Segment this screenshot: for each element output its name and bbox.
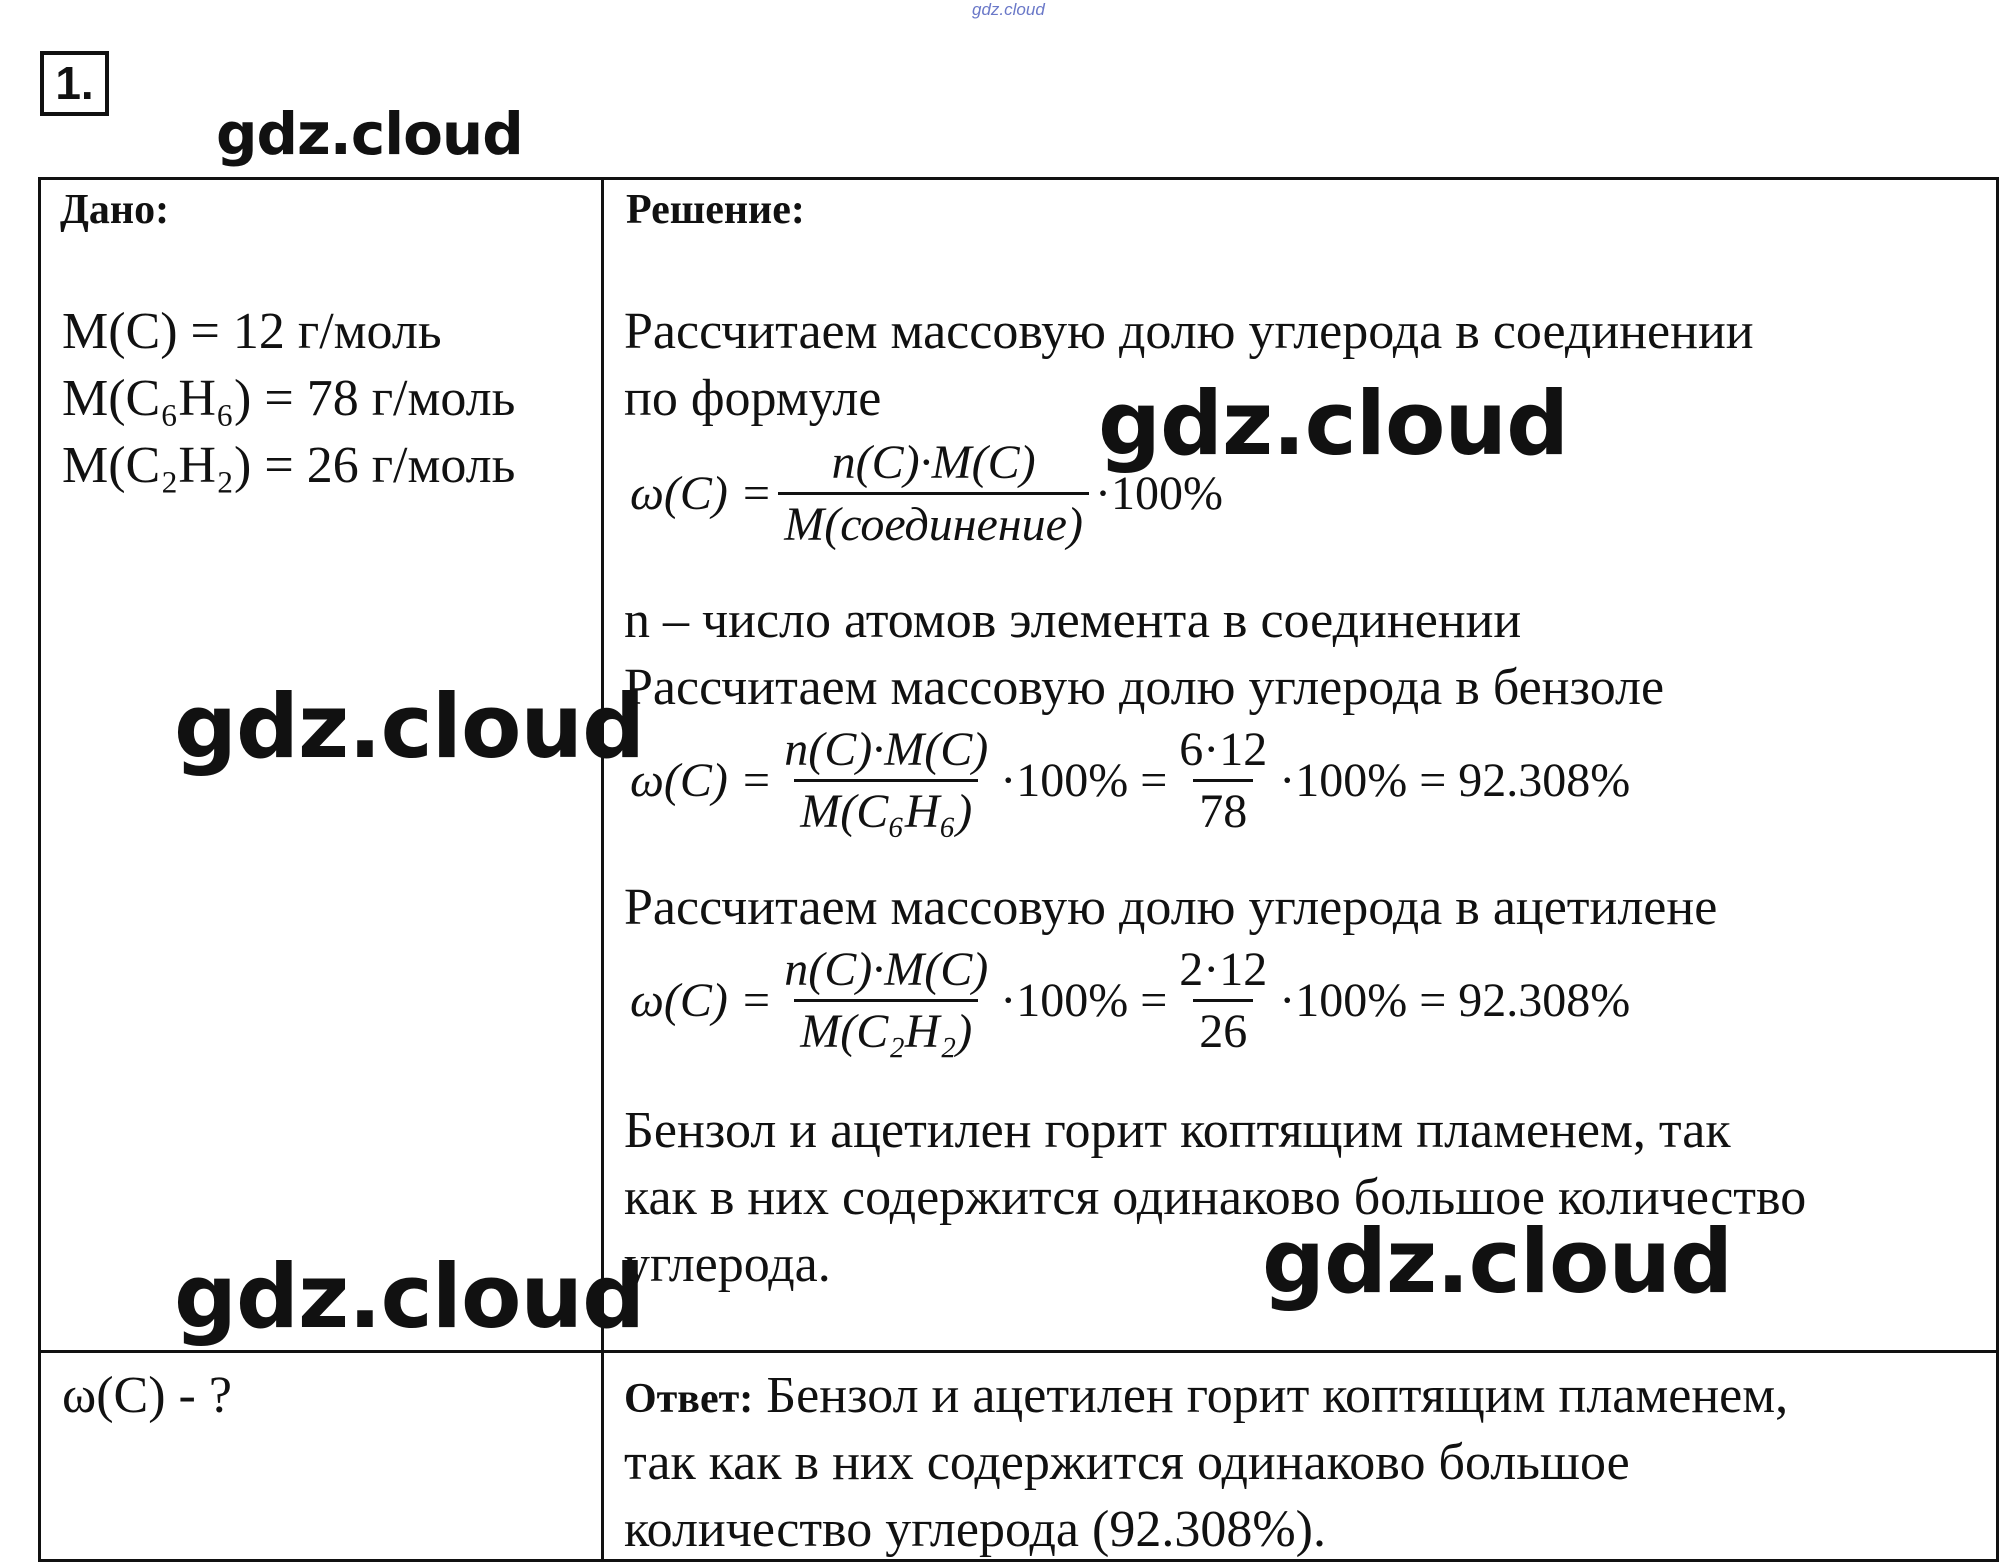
find-quantity: ω(C) - ?: [62, 1367, 232, 1424]
acetylene-formula-numerator: n(C)·M(C): [784, 943, 989, 996]
watermark-3: gdz.cloud: [174, 675, 645, 778]
task-number-box: 1.: [40, 51, 109, 116]
answer-line-1: [624, 1362, 1788, 1433]
benzene-intro: Рассчитаем массовую долю углерода в бензоле: [624, 659, 1665, 716]
acetylene-formula: [630, 942, 1630, 1059]
table-column-divider: [601, 177, 604, 1562]
given-line-2: M(C₆H₆) = 78 г/моль: [62, 370, 516, 427]
conclusion-line-3: углерода.: [624, 1236, 831, 1293]
benzene-formula-numerator-2: 6·12: [1179, 723, 1268, 776]
acetylene-formula-denominator: M(C₂H₂): [794, 999, 978, 1059]
given-header: Дано:: [60, 187, 170, 233]
benzene-formula-lhs: ω(C) =: [630, 754, 773, 807]
conclusion-line-1: Бензол и ацетилен горит коптящим пламенем, так: [624, 1102, 1731, 1159]
watermark-1: gdz.cloud: [216, 100, 523, 168]
acetylene-formula-denominator-2: 26: [1193, 999, 1253, 1059]
benzene-formula-denominator: M(C₆H₆): [794, 779, 978, 839]
acetylene-formula-lhs: ω(C) =: [630, 974, 773, 1027]
given-line-3: M(C₂H₂) = 26 г/моль: [62, 437, 516, 494]
watermark-2: gdz.cloud: [1098, 372, 1569, 475]
answer-line-2: так как в них содержится одинаково большое: [624, 1434, 1630, 1491]
solution-note: n – число атомов элемента в соединении: [624, 592, 1522, 649]
watermark-4: gdz.cloud: [1262, 1210, 1733, 1313]
watermark-5: gdz.cloud: [174, 1245, 645, 1348]
conclusion-line-2: как в них содержится одинаково большое количество: [624, 1169, 1807, 1226]
solution-intro-line-1: Рассчитаем массовую долю углерода в соединении: [624, 303, 1754, 360]
benzene-formula-denominator-2: 78: [1193, 779, 1253, 839]
solution-intro-line-2: по формуле: [624, 370, 882, 427]
general-formula-numerator: n(C)·M(C): [831, 436, 1036, 489]
general-formula-denominator: M(соединение): [778, 492, 1089, 552]
benzene-formula-numerator: n(C)·M(C): [784, 723, 989, 776]
acetylene-formula-numerator-2: 2·12: [1179, 943, 1268, 996]
answer-label: Ответ:: [624, 1376, 754, 1422]
acetylene-intro: Рассчитаем массовую долю углерода в ацетилене: [624, 879, 1718, 936]
given-line-1: M(C) = 12 г/моль: [62, 303, 442, 360]
acetylene-formula-result: ·100% = 92.308%: [1279, 974, 1631, 1027]
general-formula-tail: ·100%: [1094, 467, 1223, 520]
benzene-formula-result: ·100% = 92.308%: [1279, 754, 1631, 807]
general-formula-lhs: ω(C) =: [630, 467, 773, 520]
table-row-divider: [38, 1350, 1999, 1353]
acetylene-formula-mid: ·100% =: [1000, 974, 1168, 1027]
benzene-formula-mid: ·100% =: [1000, 754, 1168, 807]
solution-header: Решение:: [626, 187, 805, 233]
answer-line-3: количество углерода (92.308%).: [624, 1501, 1326, 1558]
top-watermark: gdz.cloud: [972, 0, 1045, 19]
answer-text-1: Бензол и ацетилен горит коптящим пламенем,: [753, 1367, 1789, 1424]
benzene-formula: [630, 722, 1630, 839]
